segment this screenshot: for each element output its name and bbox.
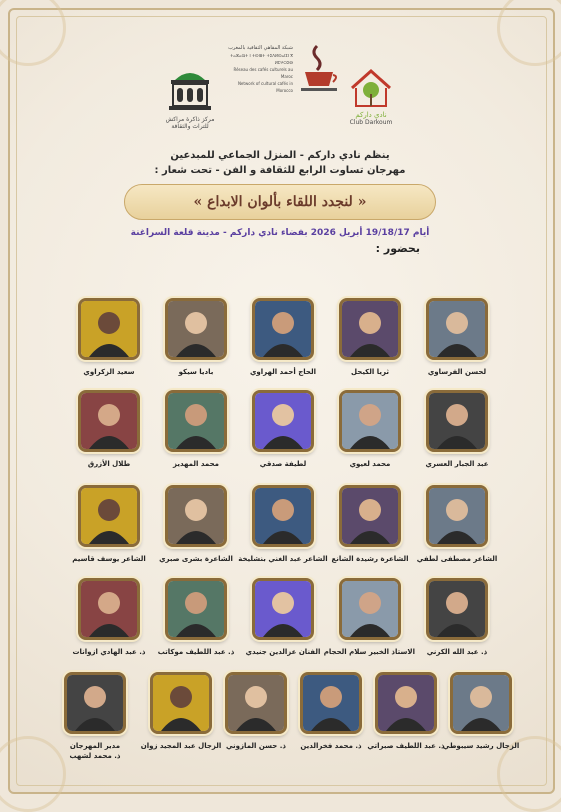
person-silhouette-icon <box>429 581 485 637</box>
guest-card <box>238 298 328 377</box>
person-silhouette-icon <box>378 675 434 731</box>
cafes-line-fr: Réseau des cafés culturels au Maroc <box>233 66 293 79</box>
ornament-corner <box>0 0 66 66</box>
guest-name: ثريا الكيحل <box>351 368 389 376</box>
person-silhouette-icon <box>255 581 311 637</box>
guest-photo <box>165 390 227 452</box>
person-silhouette-icon <box>429 488 485 544</box>
club-name-fr: Club Darkoum <box>349 119 393 126</box>
person-silhouette-icon <box>342 488 398 544</box>
museum-caption-2: للتراث والثقافة <box>171 123 209 130</box>
guest-card <box>325 578 415 657</box>
guest-name-line2: ذ. محمد لشهب <box>69 752 121 760</box>
guest-name: لطيفة صدقي <box>259 460 307 468</box>
guest-card <box>412 298 502 377</box>
guest-photo <box>300 672 362 734</box>
guest-name: ذ. عبد الله الكرني <box>426 648 488 656</box>
guest-name: ذ. حسن المازوني <box>225 742 287 750</box>
guest-card <box>238 485 328 564</box>
guest-name: الحاج أحمد الهراوي <box>250 368 316 376</box>
guest-card <box>238 390 328 469</box>
guest-name: الشاعر يوسف قاسيم <box>72 555 146 563</box>
guest-photo <box>426 578 488 640</box>
guest-name: الشاعر مصطفى لطفي <box>416 555 498 563</box>
guest-photo <box>78 298 140 360</box>
person-silhouette-icon <box>67 675 123 731</box>
guest-card <box>64 578 154 657</box>
guest-card <box>64 390 154 469</box>
guest-name: الشاعر عبد الغني بنشليخة <box>238 555 328 563</box>
guest-card <box>64 298 154 377</box>
guest-photo <box>339 390 401 452</box>
person-silhouette-icon <box>81 301 137 357</box>
cafes-line-en: Network of cultural cafés in Morocco <box>237 80 293 93</box>
person-silhouette-icon <box>429 393 485 449</box>
cafes-line-tif: ⵜⴰⵣⴰⵕⵜ ⵏ ⵜⵙⵏⵓⵜ ⵜⵉⴷⵍⵙⴰⵏⵉⵏ ⴳ ⵍⵎⵖⵔⵉⴱ <box>230 52 293 65</box>
guest-name: الشاعرة رشيدة الشانع <box>331 555 409 563</box>
guest-name: ذ. عبد اللطيف موكاتب <box>157 648 235 656</box>
coffee-cup-icon <box>297 42 341 96</box>
guest-name: مدير المهرجان <box>69 742 121 750</box>
festival-line: مهرجان تساوت الرابع للثقافة و الفن - تحت شعار : <box>154 165 406 176</box>
guest-photo <box>150 672 212 734</box>
guest-photo <box>165 298 227 360</box>
guest-name: الشاعرة بشرى صبري <box>159 555 233 563</box>
person-silhouette-icon <box>168 393 224 449</box>
guest-name: ذ. عبد الهادي ازوانات <box>72 648 146 656</box>
person-silhouette-icon <box>168 581 224 637</box>
guest-photo <box>426 298 488 360</box>
guest-card <box>151 485 241 564</box>
person-silhouette-icon <box>81 581 137 637</box>
guest-photo <box>375 672 437 734</box>
guest-card <box>325 298 415 377</box>
guest-card <box>151 578 241 657</box>
museum-caption-1: مركز ذاكرة مراكش <box>165 116 215 123</box>
guest-photo <box>165 578 227 640</box>
guest-name: محمد لعيوي <box>349 460 391 468</box>
guest-name: طلال الأزرق <box>87 460 131 468</box>
person-silhouette-icon <box>303 675 359 731</box>
guest-name: الزجال رشيد سيبوطي <box>442 742 520 750</box>
person-silhouette-icon <box>168 301 224 357</box>
guest-card <box>325 390 415 469</box>
person-silhouette-icon <box>168 488 224 544</box>
person-silhouette-icon <box>81 393 137 449</box>
person-silhouette-icon <box>453 675 509 731</box>
guest-photo <box>252 298 314 360</box>
guest-card <box>325 485 415 564</box>
guest-name: الزجال عبد المجيد زوان <box>140 742 222 750</box>
person-silhouette-icon <box>228 675 284 731</box>
guest-card <box>412 578 502 657</box>
guest-photo <box>64 672 126 734</box>
slogan-banner: « لنجدد اللقاء بألوان الابداع » <box>124 184 436 220</box>
guest-photo <box>225 672 287 734</box>
guest-photo <box>450 672 512 734</box>
person-silhouette-icon <box>81 488 137 544</box>
guest-card <box>64 485 154 564</box>
guest-name: سعيد الزكراوي <box>83 368 135 376</box>
guest-name: ذ. محمد فخرالدين <box>300 742 362 750</box>
guest-name: الفنان عزالدين جنيدي <box>245 648 321 656</box>
guest-photo <box>339 485 401 547</box>
person-silhouette-icon <box>342 301 398 357</box>
guest-card <box>412 390 502 469</box>
person-silhouette-icon <box>255 301 311 357</box>
guest-photo <box>339 298 401 360</box>
person-silhouette-icon <box>429 301 485 357</box>
guest-photo <box>252 578 314 640</box>
house-tree-icon <box>348 68 394 108</box>
guest-photo <box>252 390 314 452</box>
cafes-line-ar: شبكة المقاهي الثقافية بالمغرب <box>228 44 293 51</box>
ornament-corner <box>497 0 561 66</box>
museum-logo <box>158 68 222 130</box>
guest-name: ذ. عبد اللطيف صبراتي <box>367 742 445 750</box>
guest-card <box>412 485 502 564</box>
guest-card <box>151 390 241 469</box>
person-silhouette-icon <box>342 393 398 449</box>
guest-photo <box>252 485 314 547</box>
event-dates: أيام 19/18/17 أبريل 2026 بفضاء نادي داركم - مدينة قلعة السراغنة <box>130 228 430 238</box>
guest-card <box>151 298 241 377</box>
guest-card <box>238 578 328 657</box>
guest-name: لحسن الفرساوي <box>427 368 487 376</box>
person-silhouette-icon <box>255 488 311 544</box>
guest-photo <box>78 390 140 452</box>
guest-card <box>136 672 226 751</box>
guest-photo <box>426 390 488 452</box>
person-silhouette-icon <box>255 393 311 449</box>
person-silhouette-icon <box>342 581 398 637</box>
guest-name: محمد المهديز <box>173 460 219 468</box>
club-name-ar: نادي داركم <box>355 111 387 119</box>
organizer-line: ينظم نادي داركم - المنزل الجماعي للمبدعين <box>170 150 390 161</box>
cafes-network-logo <box>218 42 348 96</box>
guest-photo <box>426 485 488 547</box>
event-header <box>120 150 440 255</box>
person-silhouette-icon <box>153 675 209 731</box>
guest-name: عبد الجبار العسري <box>425 460 489 468</box>
club-darkoum-logo <box>343 68 399 126</box>
guest-name: باديا سيكو <box>178 368 214 376</box>
guest-photo <box>339 578 401 640</box>
guest-photo <box>78 578 140 640</box>
attendance-heading: بحضور : <box>375 242 420 255</box>
museum-building-icon <box>165 68 215 112</box>
guest-card <box>50 672 140 761</box>
guest-name: الاستاذ الخبير سلام الحجام <box>323 648 415 656</box>
guest-photo <box>78 485 140 547</box>
guest-photo <box>165 485 227 547</box>
